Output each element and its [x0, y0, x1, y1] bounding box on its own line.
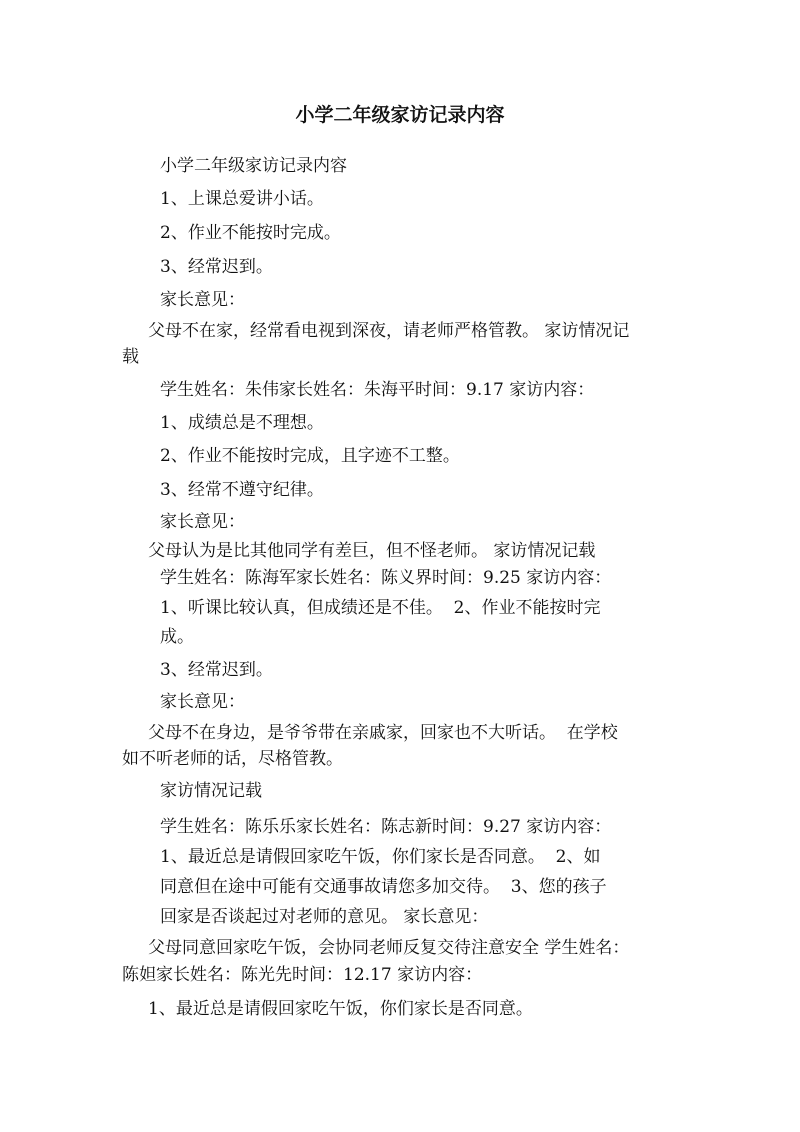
text-line: 陈妲家长姓名：陈光先时间：12.17 家访内容：	[122, 965, 483, 985]
text-line: 父母不在家，经常看电视到深夜，请老师严格管教。 家访情况记	[148, 321, 630, 341]
text-line: 1、最近总是请假回家吃午饭，你们家长是否同意。	[148, 999, 533, 1019]
text-line: 小学二年级家访记录内容	[160, 156, 347, 176]
text-line: 1、成绩总是不理想。	[160, 413, 324, 433]
text-line: 1、上课总爱讲小话。	[160, 189, 324, 209]
text-line: 学生姓名：朱伟家长姓名：朱海平时间：9.17 家访内容：	[160, 380, 595, 400]
text-line: 父母不在身边，是爷爷带在亲戚家，回家也不大听话。 在学校	[148, 723, 618, 743]
text-line: 家长意见：	[160, 290, 245, 310]
text-line: 2、作业不能按时完成，且字迹不工整。	[160, 446, 460, 466]
text-line: 2、作业不能按时完成。	[160, 223, 341, 243]
text-line: 父母认为是比其他同学有差巨，但不怪老师。 家访情况记载	[148, 541, 596, 561]
text-line: 家长意见：	[160, 512, 245, 532]
text-line: 父母同意回家吃午饭，会协同老师反复交待注意安全 学生姓名：	[148, 938, 630, 958]
text-line: 3、经常迟到。	[160, 660, 273, 680]
text-line: 1、听课比较认真，但成绩还是不佳。 2、作业不能按时完	[160, 598, 601, 618]
text-line: 如不听老师的话，尽格管教。	[122, 749, 343, 769]
document-title: 小学二年级家访记录内容	[295, 104, 505, 126]
text-line: 同意但在途中可能有交通事故请您多加交待。 3、您的孩子	[160, 877, 607, 897]
text-line: 家长意见：	[160, 692, 245, 712]
text-line: 学生姓名：陈乐乐家长姓名：陈志新时间：9.27 家访内容：	[160, 817, 612, 837]
text-line: 学生姓名：陈海军家长姓名：陈义界时间：9.25 家访内容：	[160, 568, 612, 588]
text-line: 回家是否谈起过对老师的意见。 家长意见：	[160, 907, 489, 927]
text-line: 3、经常迟到。	[160, 257, 273, 277]
text-line: 成。	[160, 627, 194, 647]
text-line: 3、经常不遵守纪律。	[160, 480, 324, 500]
text-line: 载	[122, 347, 139, 367]
text-line: 家访情况记载	[160, 781, 262, 801]
text-line: 1、最近总是请假回家吃午饭，你们家长是否同意。 2、如	[160, 847, 601, 867]
